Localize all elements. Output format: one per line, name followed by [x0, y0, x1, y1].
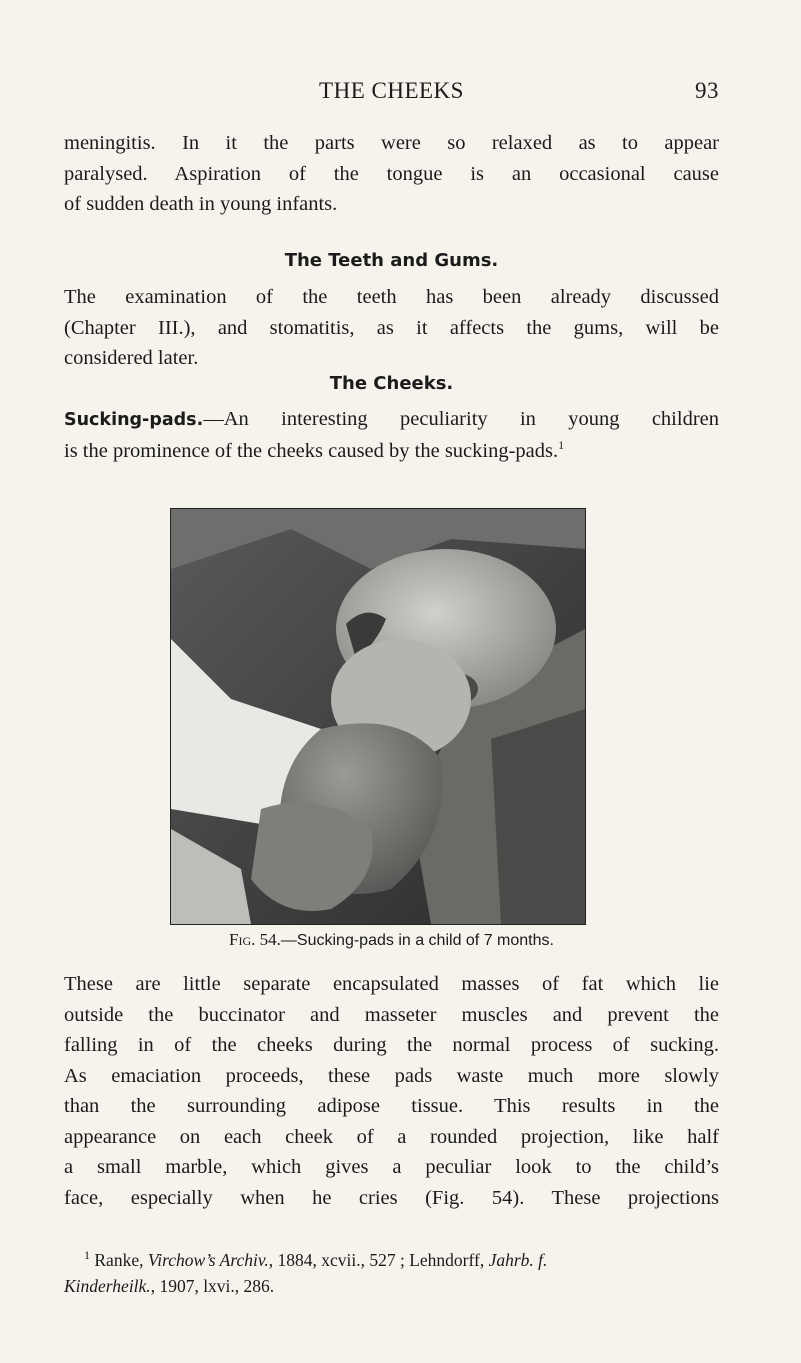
paragraph-sucking-pads	[64, 404, 719, 466]
text-line	[64, 404, 719, 436]
section-heading-teeth-gums: The Teeth and Gums.	[284, 250, 499, 271]
footnote-reference-text: , 1907, lxvi., 286.	[150, 1276, 275, 1296]
footnote-reference: 1	[558, 437, 565, 452]
footnote-reference-text: , 1884, xcvii., 527 ; Lehndorff,	[268, 1250, 485, 1270]
text-line: appearance on each cheek of a rounded projection, like half	[64, 1125, 719, 1148]
paragraph-teeth	[64, 282, 719, 374]
run-in-heading: Sucking-pads.	[64, 410, 204, 430]
section-heading-cheeks: The Cheeks.	[329, 373, 454, 394]
footnote-marker: 1	[84, 1248, 90, 1263]
text-line-rest: —An interesting peculiarity in young children	[203, 408, 719, 430]
figure-caption-text: —Sucking-pads in a child of 7 months.	[280, 932, 554, 949]
text-line: of sudden death in young infants.	[64, 193, 338, 215]
text-line: As emaciation proceeds, these pads waste much more slowly	[64, 1064, 719, 1087]
footnote-line	[64, 1247, 719, 1273]
footnote-author: Ranke,	[94, 1250, 144, 1270]
running-head	[64, 78, 719, 108]
text-line: than the surrounding adipose tissue. This results in the	[64, 1095, 719, 1117]
infant-photograph	[171, 509, 585, 924]
paragraph-encapsulated-masses	[64, 969, 719, 1213]
figure-label: Fig. 54.	[229, 930, 281, 949]
text-line: face, especially when he cries (Fig. 54). These projections	[64, 1186, 719, 1209]
footnote-journal: Virchow’s Archiv.	[147, 1250, 269, 1270]
footnote-journal: Kinderheilk.	[64, 1276, 151, 1296]
page-number: 93	[695, 78, 719, 103]
text-line: The examination of the teeth has been already discussed	[64, 286, 719, 308]
footnote	[64, 1247, 719, 1299]
text-line: outside the buccinator and masseter muscles and prevent the	[64, 1003, 719, 1026]
text-line: a small marble, which gives a peculiar look to the child’s	[64, 1156, 719, 1178]
text-line: (Chapter III.), and stomatitis, as it affects the gums, will be	[64, 316, 719, 339]
text-line: These are little separate encapsulated masses of fat which lie	[64, 973, 719, 995]
text-line: paralysed. Aspiration of the tongue is an occasional cause	[64, 162, 719, 185]
figure-caption	[64, 930, 719, 950]
paragraph-meningitis	[64, 128, 719, 220]
text-line: meningitis. In it the parts were so relaxed as to appear	[64, 132, 719, 154]
text-line-body: is the prominence of the cheeks caused by the sucking-pads.	[64, 439, 559, 462]
text-line: considered later.	[64, 347, 199, 369]
text-line	[64, 436, 719, 467]
figure-photo-sucking-pads	[170, 508, 586, 925]
footnote-journal: Jahrb. f.	[488, 1250, 548, 1270]
running-title: THE CHEEKS	[319, 78, 464, 103]
footnote-line	[64, 1273, 719, 1299]
text-line: falling in of the cheeks during the normal process of sucking.	[64, 1034, 719, 1056]
